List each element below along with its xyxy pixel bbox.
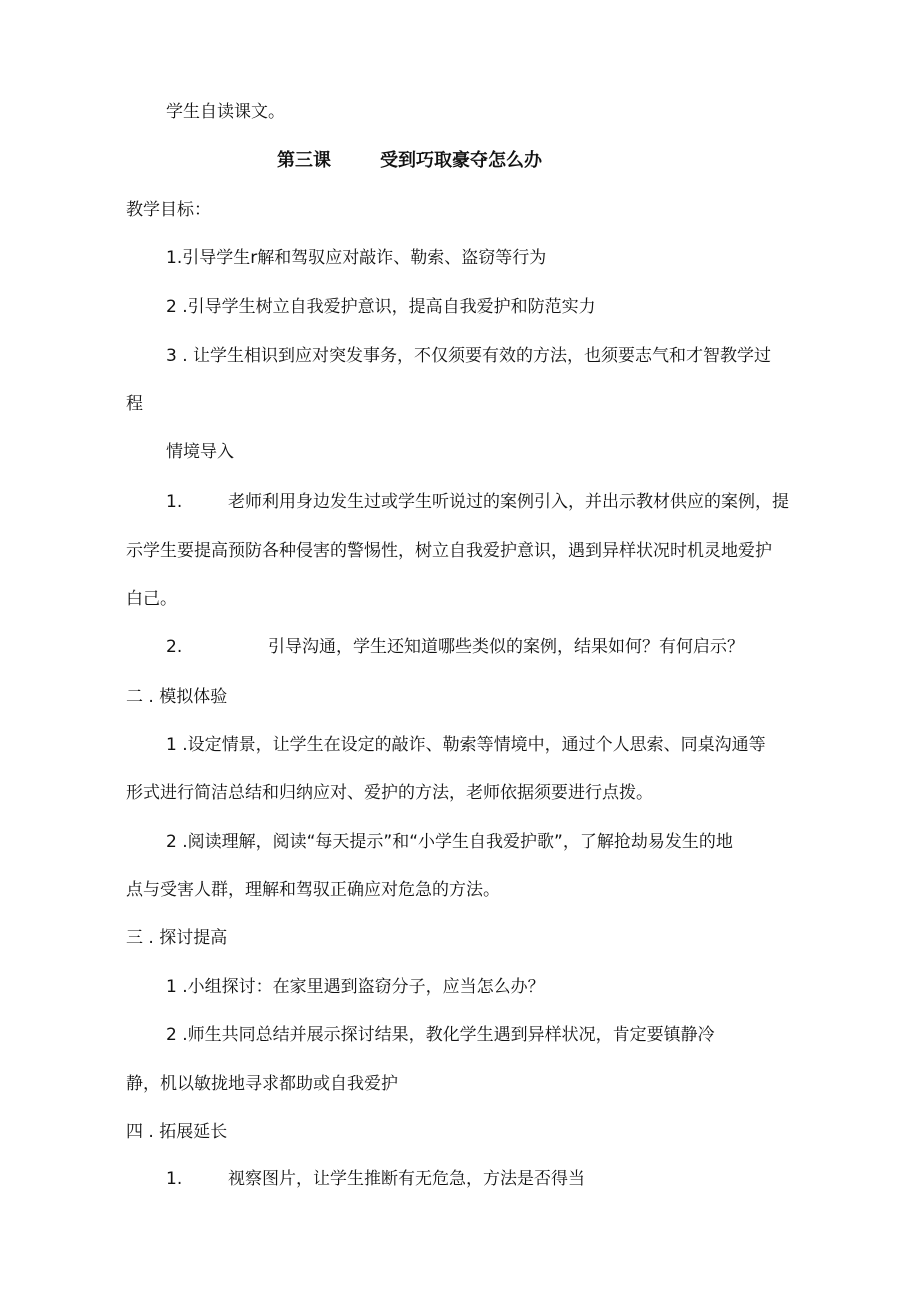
simulation-item-2-line-2: 点与受害人群，理解和驾驭正确应对危急的方法。: [126, 880, 500, 900]
objective-item-2: 2 .引导学生树立自我爱护意识，提高自我爱护和防范实力: [166, 297, 596, 317]
intro-line: 学生自读课文。: [166, 102, 285, 122]
lesson-name: 受到巧取豪夺怎么办: [380, 150, 542, 171]
scenario-item-2-number: 2.: [166, 637, 183, 657]
lesson-number: 第三课: [277, 150, 331, 171]
objective-item-3: 3 . 让学生相识到应对突发事务，不仅须要有效的方法，也须要志气和才智教学过: [166, 346, 772, 366]
extension-item-1-text: 视察图片，让学生推断有无危急，方法是否得当: [228, 1169, 585, 1189]
section-heading-scenario: 情境导入: [166, 442, 234, 462]
section-heading-extension: 四 . 拓展延长: [126, 1122, 228, 1142]
extension-item-1-number: 1.: [166, 1169, 183, 1189]
scenario-item-1-number: 1.: [166, 492, 183, 512]
discussion-item-2-line-1: 2 .师生共同总结并展示探讨结果，教化学生遇到异样状况，肯定要镇静冷: [166, 1025, 715, 1045]
scenario-item-1-line-3: 白己。: [126, 589, 177, 609]
section-heading-simulation: 二 . 模拟体验: [126, 687, 228, 707]
simulation-item-1-line-2: 形式进行简洁总结和归纳应对、爱护的方法，老师依据须要进行点拨。: [126, 783, 653, 803]
discussion-item-2-line-2: 静，机以敏拢地寻求都助或自我爱护: [126, 1074, 398, 1094]
objective-item-3-continued: 程: [126, 394, 143, 414]
section-heading-discussion: 三 . 探讨提高: [126, 928, 228, 948]
objective-item-1: 1.引导学生r解和驾驭应对敲诈、勒索、盗窃等行为: [166, 248, 547, 268]
objectives-heading: 教学目标：: [126, 200, 211, 220]
scenario-item-2-text: 引导沟通，学生还知道哪些类似的案例，结果如何？有何启示？: [268, 637, 744, 657]
discussion-item-1: 1 .小组探讨：在家里遇到盗窃分子，应当怎么办？: [166, 977, 545, 997]
simulation-item-2-line-1: 2 .阅读理解，阅读“每天提示”和“小学生自我爱护歌”，了解抢劫易发生的地: [166, 832, 733, 852]
scenario-item-1-line-1: 老师利用身边发生过或学生听说过的案例引入，并出示教材供应的案例，提: [228, 492, 789, 512]
scenario-item-1-line-2: 示学生要提高预防各种侵害的警惕性，树立自我爱护意识，遇到异样状况时机灵地爱护: [126, 541, 772, 561]
simulation-item-1-line-1: 1 .设定情景，让学生在设定的敲诈、勒索等情境中，通过个人思索、同桌沟通等: [166, 735, 766, 755]
